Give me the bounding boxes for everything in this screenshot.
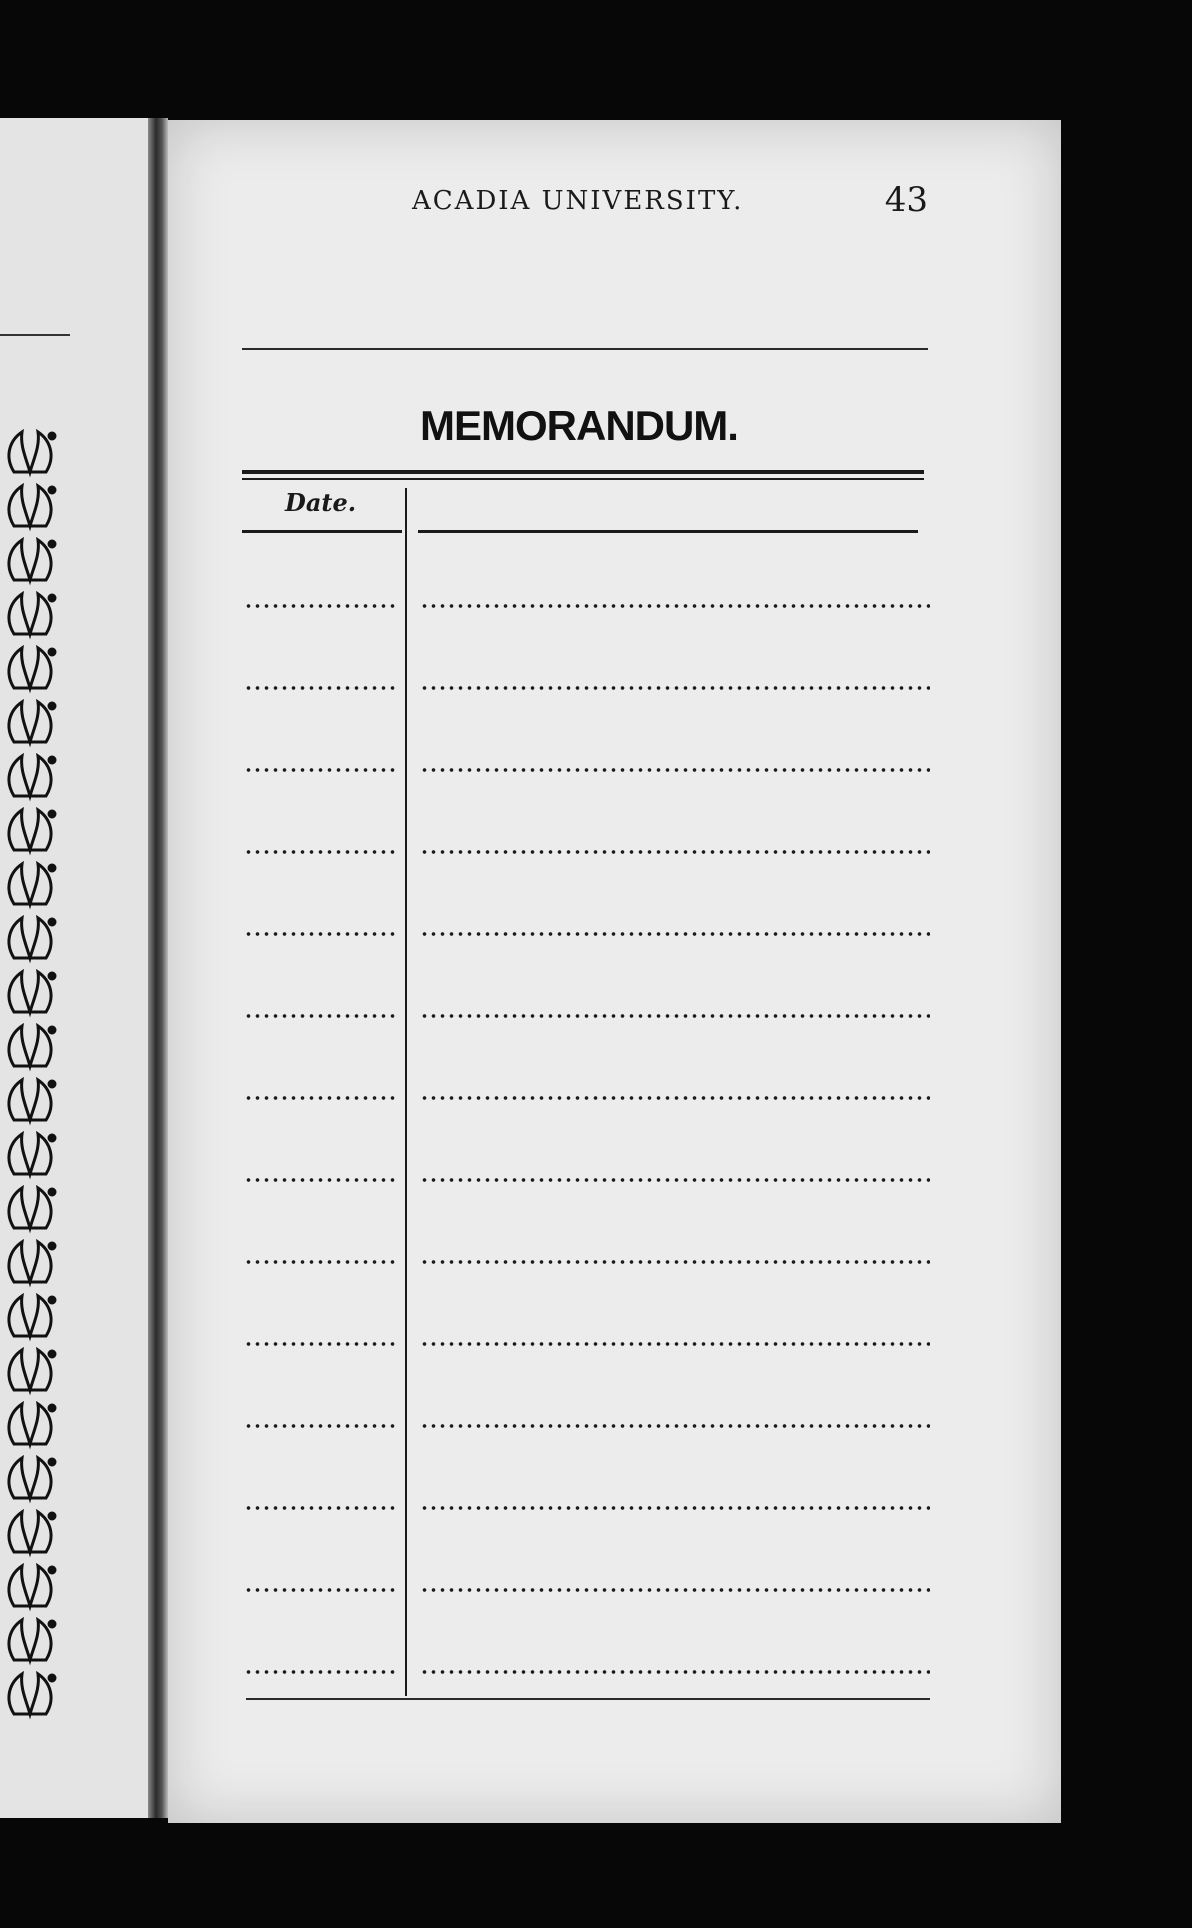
memo-row[interactable] — [242, 1498, 932, 1518]
memorandum-title: MEMORANDUM. — [420, 402, 738, 449]
date-dotted-line — [244, 604, 399, 608]
date-dotted-line — [244, 1096, 399, 1100]
date-dotted-line — [244, 1424, 399, 1428]
entry-dotted-line — [420, 932, 930, 936]
page-number: 43 — [884, 180, 928, 220]
running-header-title: ACADIA UNIVERSITY. — [412, 186, 744, 216]
entry-dotted-line — [420, 1424, 930, 1428]
entry-dotted-line — [420, 1096, 930, 1100]
facing-page-rule — [0, 334, 70, 336]
memo-row[interactable] — [242, 760, 932, 780]
date-dotted-line — [244, 1178, 399, 1182]
facing-page — [0, 118, 155, 1818]
entry-dotted-line — [420, 1342, 930, 1346]
date-dotted-line — [244, 686, 399, 690]
date-dotted-line — [244, 932, 399, 936]
memo-row[interactable] — [242, 1088, 932, 1108]
date-dotted-line — [244, 1014, 399, 1018]
memo-row[interactable] — [242, 842, 932, 862]
date-dotted-line — [244, 1342, 399, 1346]
memo-row[interactable] — [242, 596, 932, 616]
entry-dotted-line — [420, 1260, 930, 1264]
leaf-ornament-border — [0, 418, 70, 1728]
memo-row[interactable] — [242, 1580, 932, 1600]
memo-row[interactable] — [242, 1334, 932, 1354]
entry-column-rule — [418, 530, 918, 533]
book-gutter — [148, 118, 168, 1818]
date-column-header: Date. — [285, 488, 357, 517]
date-dotted-line — [244, 850, 399, 854]
entry-dotted-line — [420, 1014, 930, 1018]
memo-row[interactable] — [242, 1252, 932, 1272]
memo-row[interactable] — [242, 1006, 932, 1026]
page — [168, 120, 1061, 1823]
entry-dotted-line — [420, 768, 930, 772]
running-header — [242, 168, 928, 228]
date-column-rule — [242, 530, 402, 533]
memo-row[interactable] — [242, 1662, 932, 1682]
entry-dotted-line — [420, 1178, 930, 1182]
entry-dotted-line — [420, 604, 930, 608]
memo-row[interactable] — [242, 1170, 932, 1190]
memo-row[interactable] — [242, 1416, 932, 1436]
memo-row[interactable] — [242, 678, 932, 698]
date-dotted-line — [244, 1260, 399, 1264]
entry-dotted-line — [420, 686, 930, 690]
header-rule — [242, 348, 928, 350]
entry-dotted-line — [420, 1506, 930, 1510]
bottom-rule — [246, 1698, 930, 1700]
date-dotted-line — [244, 768, 399, 772]
entry-dotted-line — [420, 1670, 930, 1674]
date-dotted-line — [244, 1506, 399, 1510]
date-dotted-line — [244, 1588, 399, 1592]
entry-dotted-line — [420, 1588, 930, 1592]
title-rule-thick — [242, 470, 924, 474]
date-dotted-line — [244, 1670, 399, 1674]
memo-row[interactable] — [242, 924, 932, 944]
title-rule-thin — [242, 478, 924, 480]
entry-dotted-line — [420, 850, 930, 854]
